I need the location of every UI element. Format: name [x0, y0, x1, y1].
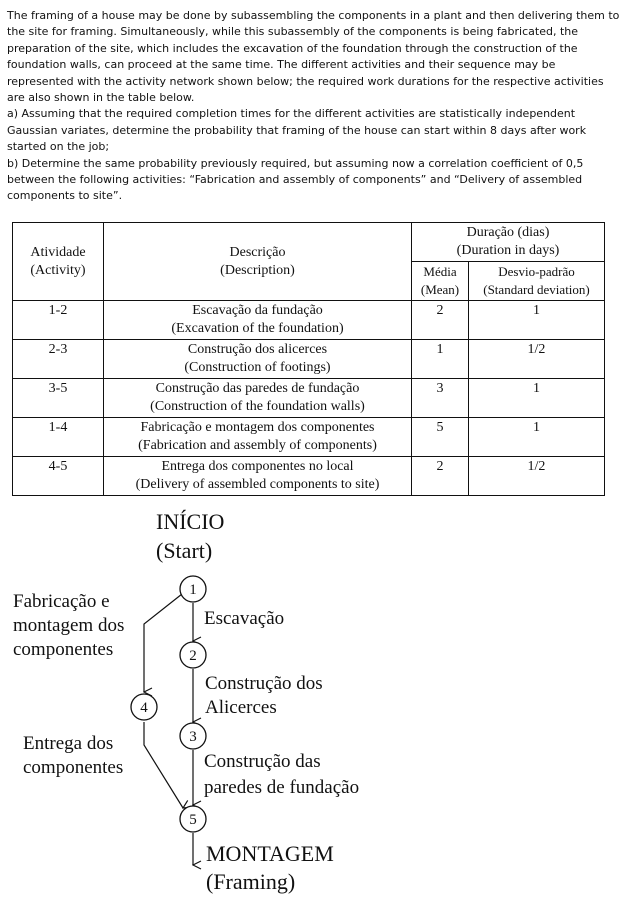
cell-description: Escavação da fundação (Excavation of the foundation)	[104, 301, 412, 340]
cell-activity: 1-2	[13, 301, 104, 340]
svg-text:montagem dos: montagem dos	[13, 615, 125, 636]
start-label-pt: INÍCIO	[156, 509, 225, 534]
header-sd: Desvio-padrão (Standard deviation)	[469, 262, 605, 301]
label-foundation-walls	[204, 751, 359, 798]
problem-statement	[7, 8, 622, 205]
cell-mean: 2	[412, 301, 469, 340]
cell-sd: 1	[469, 301, 605, 340]
header-mean: Média (Mean)	[412, 262, 469, 301]
node-1	[180, 576, 206, 602]
table-row	[13, 340, 605, 379]
problem-paragraph: The framing of a house may be done by subassembling the components in a plant and then delivering them to the site for framing. Simultaneously, while this subassembly of the components is being fabricated, the preparation of the site, which includes the excavation of the foundation through the construction of the foundation walls, can proceed at the same time. The different activities and their sequence may be represented with the activity network shown below; the required work durations for the respective activities are also shown in the table below.	[7, 9, 620, 105]
cell-description: Construção dos alicerces (Construction of footings)	[104, 340, 412, 379]
start-label-en: (Start)	[156, 538, 213, 563]
table-row	[13, 418, 605, 457]
cell-sd: 1	[469, 379, 605, 418]
svg-text:Entrega dos: Entrega dos	[23, 733, 114, 754]
cell-mean: 1	[412, 340, 469, 379]
svg-text:Alicerces: Alicerces	[205, 697, 277, 718]
cell-mean: 3	[412, 379, 469, 418]
cell-mean: 2	[412, 457, 469, 496]
svg-text:Fabricação e: Fabricação e	[13, 591, 110, 612]
svg-text:4: 4	[140, 700, 148, 716]
edge-4-5	[144, 722, 183, 808]
svg-text:2: 2	[189, 648, 197, 664]
label-fabrication	[13, 591, 124, 660]
cell-activity: 4-5	[13, 457, 104, 496]
svg-text:3: 3	[189, 729, 197, 745]
table-row	[13, 379, 605, 418]
node-5	[180, 806, 206, 832]
table-header-row	[13, 223, 605, 262]
svg-text:5: 5	[189, 812, 197, 828]
table-row	[13, 301, 605, 340]
edge-1-4	[144, 594, 182, 692]
svg-text:1: 1	[189, 582, 197, 598]
end-label-en: (Framing)	[206, 869, 296, 894]
cell-activity: 2-3	[13, 340, 104, 379]
svg-text:componentes: componentes	[13, 639, 114, 660]
cell-description: Construção das paredes de fundação (Construction of the foundation walls)	[104, 379, 412, 418]
header-description: Descrição (Description)	[104, 223, 412, 301]
end-label-pt: MONTAGEM	[206, 841, 334, 866]
node-4	[131, 694, 157, 720]
svg-text:Construção dos: Construção dos	[205, 673, 323, 694]
problem-part-b: b) Determine the same probability previously required, but assuming now a correlation coefficient of 0,5 between the following activities: “Fabrication and assembly of components” and “Delivery of assembled components to site”.	[7, 156, 584, 203]
cell-activity: 1-4	[13, 418, 104, 457]
table-row	[13, 457, 605, 496]
cell-sd: 1/2	[469, 340, 605, 379]
label-excavation: Escavação	[204, 608, 285, 629]
cell-activity: 3-5	[13, 379, 104, 418]
svg-text:Construção das: Construção das	[204, 751, 321, 772]
node-2	[180, 642, 206, 668]
cell-description: Fabricação e montagem dos componentes (Fabrication and assembly of components)	[104, 418, 412, 457]
label-footings	[205, 673, 323, 718]
cell-mean: 5	[412, 418, 469, 457]
header-duration: Duração (dias) (Duration in days)	[412, 223, 605, 262]
activity-table	[12, 222, 605, 496]
cell-sd: 1/2	[469, 457, 605, 496]
cell-sd: 1	[469, 418, 605, 457]
cell-description: Entrega dos componentes no local (Delivery of assembled components to site)	[104, 457, 412, 496]
svg-text:componentes: componentes	[23, 757, 124, 778]
activity-network-diagram	[0, 500, 632, 904]
node-3	[180, 723, 206, 749]
problem-part-a: a) Assuming that the required completion times for the different activities are statistically independent Gaussian variates, determine the probability that framing of the house can start within 8 days after work started on the job;	[7, 107, 587, 154]
label-delivery	[23, 733, 123, 778]
svg-text:paredes de fundação: paredes de fundação	[204, 777, 360, 798]
header-activity: Atividade (Activity)	[13, 223, 104, 301]
